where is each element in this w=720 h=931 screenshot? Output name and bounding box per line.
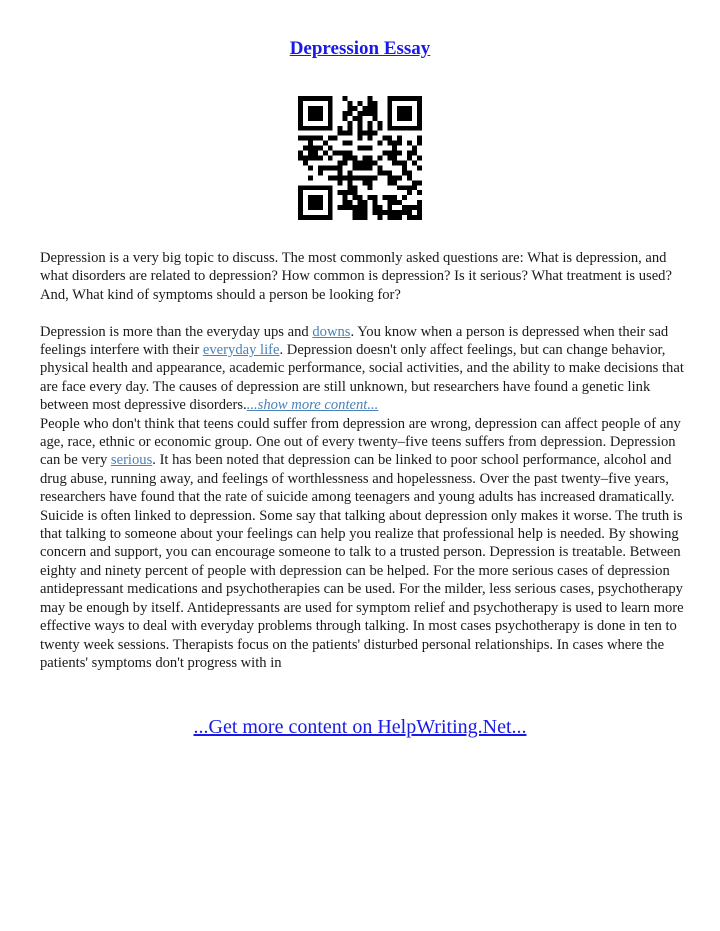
paragraph-main [40,323,685,673]
footer-cta [0,716,720,739]
paragraph-text: Depression is more than the everyday ups and [40,323,313,340]
page-title [0,38,720,60]
paragraph-text: . You know when a person is depressed when their sad feelings interfere with their [40,323,669,359]
paragraph-text: People who don't think that teens could suffer from depression are wrong, depression can affect people of any age, race, ethnic or economic group. One out of every twenty–five teens suffers from depression. Depression can be very [40,415,681,469]
paragraph-text: . It has been noted that depression can be linked to poor school performance, alcohol and drug abuse, running away, and feelings of worthlessness and hopelessness. Over the past twenty–five years, researchers have found that the rate of suicide among teenagers and young adults has increased dramatically. Suicide is often linked to depression. Some say that talking about depression only makes it worse. The truth is that talking to someone about your feelings can help you realize that professional help is needed. By showing concern and support, you can encourage someone to talk to a trusted person. Depression is treatable. Between eighty and ninety percent of people with depression can be helped. For the more serious cases of depression antidepressant medications and psychotherapies can be used. For the milder, less serious cases, psychotherapy may be enough by itself. Antidepressants are used for symptom relief and psychotherapy is used to learn more effective ways to deal with everyday problems through talking. In most cases psychotherapy is done in ten to twenty week sessions. Therapists focus on the patients' disturbed personal relationships. In cases where the patients' symptoms don't progress with in [40,452,684,671]
paragraph-text: . Depression doesn't only affect feelings, but can change behavior, physical health and appearance, academic performance, social activities, and the ability to make decisions that are face every day. The causes of depression are still unknown, but researchers have found a genetic link between most depressive disorders. [40,342,684,414]
title-link[interactable]: Depression Essay [289,38,431,59]
get-more-content-link[interactable]: ...Get more content on HelpWriting.Net... [193,716,527,738]
show-more-link[interactable]: ...show more content... [246,397,379,414]
essay-body [40,249,685,691]
link-downs[interactable]: downs [312,323,351,340]
qr-code-icon [298,96,422,220]
qr-code-graphic [298,96,422,220]
link-serious[interactable]: serious [110,452,153,469]
link-everyday-life[interactable]: everyday life [202,342,280,359]
paragraph-intro: Depression is a very big topic to discuss. The most commonly asked questions are: What is depression, and what disorders are related to depression? How common is depression? Is it serious? What treatment is used? And, What kind of symptoms should a person be looking for? [40,250,672,303]
